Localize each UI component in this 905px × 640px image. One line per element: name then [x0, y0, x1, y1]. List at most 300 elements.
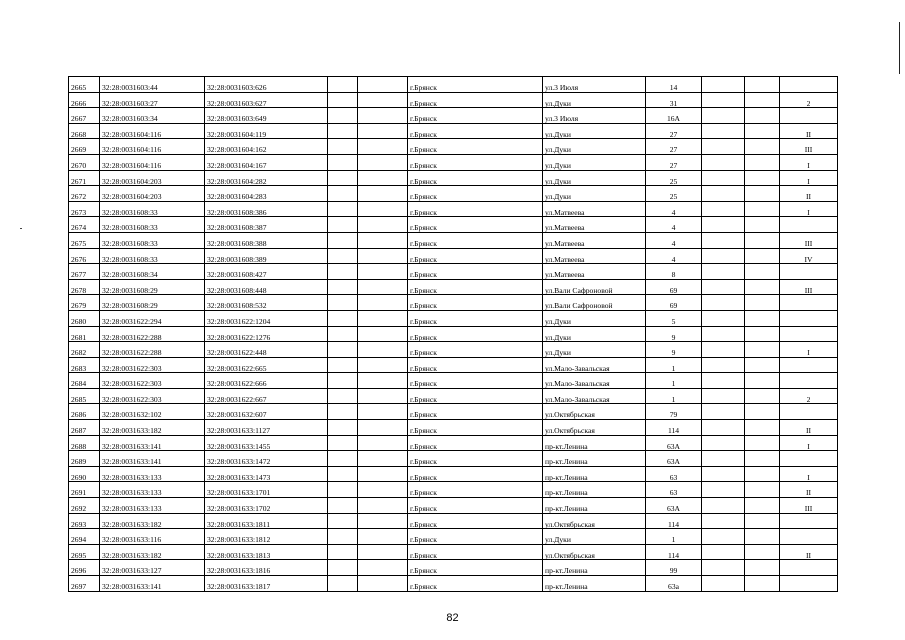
empty-cell: [358, 108, 408, 124]
empty-cell: [702, 295, 745, 311]
empty-cell: [745, 154, 780, 170]
city-cell: г.Брянск: [408, 435, 543, 451]
parcel-cadastral-cell: 32:28:0031633:141: [100, 451, 205, 467]
empty-cell: [358, 295, 408, 311]
object-cadastral-cell: 32:28:0031632:607: [205, 404, 328, 420]
parcel-cadastral-cell: 32:28:0031604:203: [100, 186, 205, 202]
house-number-cell: 4: [646, 248, 702, 264]
parcel-cadastral-cell: 32:28:0031604:203: [100, 170, 205, 186]
table-row: [69, 217, 838, 233]
house-number-cell: 63: [646, 482, 702, 498]
row-number-cell: 2667: [69, 108, 100, 124]
empty-cell: [328, 560, 358, 576]
street-cell: ул.Дуки: [543, 186, 646, 202]
scan-speck: [20, 228, 22, 229]
object-cadastral-cell: 32:28:0031633:1812: [205, 529, 328, 545]
object-cadastral-cell: 32:28:0031603:649: [205, 108, 328, 124]
empty-cell: [702, 123, 745, 139]
empty-cell: [745, 435, 780, 451]
object-cadastral-cell: 32:28:0031604:119: [205, 123, 328, 139]
empty-cell: [702, 264, 745, 280]
building-corpus-cell: I: [780, 342, 838, 358]
row-number-cell: 2690: [69, 466, 100, 482]
row-number-cell: 2675: [69, 232, 100, 248]
city-cell: г.Брянск: [408, 139, 543, 155]
parcel-cadastral-cell: 32:28:0031622:294: [100, 310, 205, 326]
city-cell: г.Брянск: [408, 123, 543, 139]
empty-cell: [702, 108, 745, 124]
empty-cell: [702, 217, 745, 233]
object-cadastral-cell: 32:28:0031633:1816: [205, 560, 328, 576]
empty-cell: [702, 576, 745, 592]
building-corpus-cell: III: [780, 498, 838, 514]
city-cell: г.Брянск: [408, 498, 543, 514]
empty-cell: [358, 154, 408, 170]
house-number-cell: 114: [646, 420, 702, 436]
house-number-cell: 79: [646, 404, 702, 420]
empty-cell: [358, 388, 408, 404]
city-cell: г.Брянск: [408, 217, 543, 233]
empty-cell: [328, 529, 358, 545]
city-cell: г.Брянск: [408, 544, 543, 560]
empty-cell: [328, 123, 358, 139]
house-number-cell: 114: [646, 513, 702, 529]
empty-cell: [328, 248, 358, 264]
empty-cell: [702, 92, 745, 108]
table-row: [69, 466, 838, 482]
house-number-cell: 99: [646, 560, 702, 576]
empty-cell: [745, 310, 780, 326]
object-cadastral-cell: 32:28:0031622:667: [205, 388, 328, 404]
empty-cell: [745, 92, 780, 108]
row-number-cell: 2685: [69, 388, 100, 404]
parcel-cadastral-cell: 32:28:0031622:288: [100, 342, 205, 358]
empty-cell: [358, 77, 408, 93]
empty-cell: [745, 342, 780, 358]
house-number-cell: 4: [646, 217, 702, 233]
city-cell: г.Брянск: [408, 108, 543, 124]
building-corpus-cell: 2: [780, 388, 838, 404]
house-number-cell: 1: [646, 388, 702, 404]
empty-cell: [328, 466, 358, 482]
house-number-cell: 5: [646, 310, 702, 326]
empty-cell: [328, 513, 358, 529]
table-row: [69, 326, 838, 342]
table-row: [69, 482, 838, 498]
empty-cell: [328, 435, 358, 451]
page-edge-line: [899, 22, 900, 74]
house-number-cell: 27: [646, 123, 702, 139]
empty-cell: [702, 466, 745, 482]
empty-cell: [745, 326, 780, 342]
house-number-cell: 63а: [646, 576, 702, 592]
parcel-cadastral-cell: 32:28:0031608:29: [100, 279, 205, 295]
empty-cell: [358, 498, 408, 514]
city-cell: г.Брянск: [408, 560, 543, 576]
empty-cell: [358, 279, 408, 295]
house-number-cell: 63: [646, 466, 702, 482]
building-corpus-cell: III: [780, 139, 838, 155]
row-number-cell: 2688: [69, 435, 100, 451]
empty-cell: [745, 544, 780, 560]
city-cell: г.Брянск: [408, 248, 543, 264]
empty-cell: [358, 326, 408, 342]
city-cell: г.Брянск: [408, 154, 543, 170]
building-corpus-cell: [780, 326, 838, 342]
object-cadastral-cell: 32:28:0031608:448: [205, 279, 328, 295]
empty-cell: [745, 466, 780, 482]
empty-cell: [358, 482, 408, 498]
house-number-cell: 25: [646, 170, 702, 186]
building-corpus-cell: I: [780, 466, 838, 482]
empty-cell: [702, 326, 745, 342]
empty-cell: [702, 513, 745, 529]
empty-cell: [745, 404, 780, 420]
house-number-cell: 4: [646, 232, 702, 248]
city-cell: г.Брянск: [408, 357, 543, 373]
city-cell: г.Брянск: [408, 186, 543, 202]
city-cell: г.Брянск: [408, 576, 543, 592]
row-number-cell: 2682: [69, 342, 100, 358]
building-corpus-cell: I: [780, 435, 838, 451]
table-row: [69, 451, 838, 467]
parcel-cadastral-cell: 32:28:0031633:182: [100, 513, 205, 529]
empty-cell: [328, 342, 358, 358]
house-number-cell: 16А: [646, 108, 702, 124]
empty-cell: [358, 232, 408, 248]
parcel-cadastral-cell: 32:28:0031633:182: [100, 544, 205, 560]
street-cell: ул.3 Июля: [543, 108, 646, 124]
registry-rows: [69, 77, 838, 592]
empty-cell: [328, 108, 358, 124]
house-number-cell: 9: [646, 326, 702, 342]
empty-cell: [328, 544, 358, 560]
row-number-cell: 2674: [69, 217, 100, 233]
empty-cell: [745, 201, 780, 217]
building-corpus-cell: III: [780, 232, 838, 248]
object-cadastral-cell: 32:28:0031633:1817: [205, 576, 328, 592]
empty-cell: [328, 482, 358, 498]
street-cell: пр-кт.Ленина: [543, 498, 646, 514]
row-number-cell: 2694: [69, 529, 100, 545]
street-cell: ул.Вали Сафроновой: [543, 295, 646, 311]
empty-cell: [328, 420, 358, 436]
empty-cell: [702, 170, 745, 186]
object-cadastral-cell: 32:28:0031604:167: [205, 154, 328, 170]
empty-cell: [702, 435, 745, 451]
building-corpus-cell: [780, 77, 838, 93]
empty-cell: [702, 77, 745, 93]
empty-cell: [745, 576, 780, 592]
table-row: [69, 498, 838, 514]
street-cell: ул.Дуки: [543, 326, 646, 342]
street-cell: ул.Дуки: [543, 154, 646, 170]
empty-cell: [745, 264, 780, 280]
table-row: [69, 201, 838, 217]
empty-cell: [745, 186, 780, 202]
house-number-cell: 8: [646, 264, 702, 280]
building-corpus-cell: IV: [780, 248, 838, 264]
house-number-cell: 1: [646, 529, 702, 545]
empty-cell: [702, 357, 745, 373]
city-cell: г.Брянск: [408, 373, 543, 389]
empty-cell: [358, 186, 408, 202]
row-number-cell: 2669: [69, 139, 100, 155]
empty-cell: [328, 388, 358, 404]
city-cell: г.Брянск: [408, 404, 543, 420]
table-row: [69, 264, 838, 280]
empty-cell: [328, 357, 358, 373]
street-cell: ул.Мало-Завальская: [543, 373, 646, 389]
city-cell: г.Брянск: [408, 295, 543, 311]
object-cadastral-cell: 32:28:0031633:1702: [205, 498, 328, 514]
object-cadastral-cell: 32:28:0031604:282: [205, 170, 328, 186]
parcel-cadastral-cell: 32:28:0031633:127: [100, 560, 205, 576]
empty-cell: [358, 139, 408, 155]
empty-cell: [328, 92, 358, 108]
row-number-cell: 2676: [69, 248, 100, 264]
parcel-cadastral-cell: 32:28:0031633:133: [100, 482, 205, 498]
table-row: [69, 529, 838, 545]
object-cadastral-cell: 32:28:0031608:427: [205, 264, 328, 280]
empty-cell: [702, 201, 745, 217]
empty-cell: [328, 232, 358, 248]
row-number-cell: 2683: [69, 357, 100, 373]
empty-cell: [328, 217, 358, 233]
empty-cell: [358, 342, 408, 358]
empty-cell: [328, 576, 358, 592]
empty-cell: [702, 404, 745, 420]
city-cell: г.Брянск: [408, 388, 543, 404]
table-row: [69, 248, 838, 264]
empty-cell: [358, 170, 408, 186]
house-number-cell: 31: [646, 92, 702, 108]
street-cell: ул.Октябрьская: [543, 544, 646, 560]
empty-cell: [328, 77, 358, 93]
parcel-cadastral-cell: 32:28:0031608:33: [100, 201, 205, 217]
empty-cell: [745, 373, 780, 389]
row-number-cell: 2689: [69, 451, 100, 467]
street-cell: ул.Дуки: [543, 92, 646, 108]
object-cadastral-cell: 32:28:0031633:1472: [205, 451, 328, 467]
building-corpus-cell: [780, 357, 838, 373]
empty-cell: [702, 232, 745, 248]
building-corpus-cell: [780, 295, 838, 311]
house-number-cell: 14: [646, 77, 702, 93]
parcel-cadastral-cell: 32:28:0031608:34: [100, 264, 205, 280]
building-corpus-cell: I: [780, 201, 838, 217]
object-cadastral-cell: 32:28:0031608:386: [205, 201, 328, 217]
house-number-cell: 63А: [646, 435, 702, 451]
table-row: [69, 576, 838, 592]
street-cell: ул.Октябрьская: [543, 420, 646, 436]
empty-cell: [702, 373, 745, 389]
empty-cell: [745, 482, 780, 498]
city-cell: г.Брянск: [408, 420, 543, 436]
row-number-cell: 2692: [69, 498, 100, 514]
empty-cell: [702, 279, 745, 295]
street-cell: ул.Матвеева: [543, 232, 646, 248]
parcel-cadastral-cell: 32:28:0031603:34: [100, 108, 205, 124]
row-number-cell: 2697: [69, 576, 100, 592]
empty-cell: [745, 513, 780, 529]
empty-cell: [745, 560, 780, 576]
street-cell: ул.Дуки: [543, 170, 646, 186]
table-row: [69, 373, 838, 389]
building-corpus-cell: [780, 217, 838, 233]
empty-cell: [702, 154, 745, 170]
empty-cell: [745, 279, 780, 295]
empty-cell: [358, 404, 408, 420]
row-number-cell: 2665: [69, 77, 100, 93]
empty-cell: [745, 357, 780, 373]
house-number-cell: 27: [646, 154, 702, 170]
empty-cell: [745, 139, 780, 155]
table-row: [69, 420, 838, 436]
empty-cell: [358, 217, 408, 233]
parcel-cadastral-cell: 32:28:0031633:141: [100, 435, 205, 451]
street-cell: ул.Октябрьская: [543, 404, 646, 420]
object-cadastral-cell: 32:28:0031633:1811: [205, 513, 328, 529]
street-cell: ул.Октябрьская: [543, 513, 646, 529]
empty-cell: [702, 529, 745, 545]
empty-cell: [358, 544, 408, 560]
building-corpus-cell: [780, 529, 838, 545]
street-cell: ул.Дуки: [543, 529, 646, 545]
empty-cell: [328, 404, 358, 420]
city-cell: г.Брянск: [408, 513, 543, 529]
table-row: [69, 295, 838, 311]
city-cell: г.Брянск: [408, 92, 543, 108]
empty-cell: [328, 326, 358, 342]
house-number-cell: 4: [646, 201, 702, 217]
object-cadastral-cell: 32:28:0031633:1813: [205, 544, 328, 560]
row-number-cell: 2680: [69, 310, 100, 326]
empty-cell: [328, 373, 358, 389]
table-row: [69, 513, 838, 529]
empty-cell: [745, 108, 780, 124]
city-cell: г.Брянск: [408, 264, 543, 280]
table-row: [69, 139, 838, 155]
street-cell: ул.Дуки: [543, 139, 646, 155]
object-cadastral-cell: 32:28:0031622:1204: [205, 310, 328, 326]
building-corpus-cell: [780, 108, 838, 124]
empty-cell: [745, 420, 780, 436]
cadastral-registry-table: [68, 76, 838, 592]
empty-cell: [328, 498, 358, 514]
empty-cell: [745, 388, 780, 404]
street-cell: ул.Матвеева: [543, 201, 646, 217]
city-cell: г.Брянск: [408, 279, 543, 295]
object-cadastral-cell: 32:28:0031633:1127: [205, 420, 328, 436]
empty-cell: [702, 544, 745, 560]
building-corpus-cell: III: [780, 279, 838, 295]
street-cell: ул.3 Июля: [543, 77, 646, 93]
street-cell: ул.Дуки: [543, 123, 646, 139]
object-cadastral-cell: 32:28:0031604:162: [205, 139, 328, 155]
empty-cell: [358, 248, 408, 264]
city-cell: г.Брянск: [408, 170, 543, 186]
city-cell: г.Брянск: [408, 77, 543, 93]
building-corpus-cell: II: [780, 420, 838, 436]
table-row: [69, 186, 838, 202]
row-number-cell: 2684: [69, 373, 100, 389]
empty-cell: [702, 560, 745, 576]
street-cell: ул.Матвеева: [543, 248, 646, 264]
empty-cell: [358, 264, 408, 280]
table-row: [69, 357, 838, 373]
building-corpus-cell: I: [780, 154, 838, 170]
page-number: 82: [446, 612, 459, 624]
empty-cell: [328, 279, 358, 295]
building-corpus-cell: II: [780, 123, 838, 139]
object-cadastral-cell: 32:28:0031633:1455: [205, 435, 328, 451]
table-row: [69, 435, 838, 451]
empty-cell: [358, 310, 408, 326]
street-cell: пр-кт.Ленина: [543, 576, 646, 592]
empty-cell: [745, 529, 780, 545]
table-row: [69, 310, 838, 326]
object-cadastral-cell: 32:28:0031622:1276: [205, 326, 328, 342]
empty-cell: [358, 466, 408, 482]
parcel-cadastral-cell: 32:28:0031633:182: [100, 420, 205, 436]
row-number-cell: 2678: [69, 279, 100, 295]
empty-cell: [702, 248, 745, 264]
empty-cell: [745, 295, 780, 311]
building-corpus-cell: [780, 310, 838, 326]
empty-cell: [745, 498, 780, 514]
empty-cell: [328, 451, 358, 467]
row-number-cell: 2681: [69, 326, 100, 342]
table-row: [69, 404, 838, 420]
building-corpus-cell: [780, 404, 838, 420]
house-number-cell: 27: [646, 139, 702, 155]
street-cell: ул.Вали Сафроновой: [543, 279, 646, 295]
city-cell: г.Брянск: [408, 342, 543, 358]
street-cell: ул.Дуки: [543, 310, 646, 326]
city-cell: г.Брянск: [408, 310, 543, 326]
empty-cell: [328, 310, 358, 326]
parcel-cadastral-cell: 32:28:0031604:116: [100, 139, 205, 155]
house-number-cell: 25: [646, 186, 702, 202]
street-cell: пр-кт.Ленина: [543, 451, 646, 467]
house-number-cell: 1: [646, 373, 702, 389]
object-cadastral-cell: 32:28:0031633:1473: [205, 466, 328, 482]
row-number-cell: 2677: [69, 264, 100, 280]
empty-cell: [328, 264, 358, 280]
parcel-cadastral-cell: 32:28:0031622:303: [100, 357, 205, 373]
street-cell: ул.Матвеева: [543, 264, 646, 280]
parcel-cadastral-cell: 32:28:0031633:133: [100, 498, 205, 514]
empty-cell: [358, 123, 408, 139]
table-row: [69, 232, 838, 248]
empty-cell: [358, 451, 408, 467]
table-row: [69, 560, 838, 576]
empty-cell: [358, 560, 408, 576]
row-number-cell: 2671: [69, 170, 100, 186]
building-corpus-cell: II: [780, 544, 838, 560]
house-number-cell: 9: [646, 342, 702, 358]
street-cell: пр-кт.Ленина: [543, 435, 646, 451]
parcel-cadastral-cell: 32:28:0031608:33: [100, 248, 205, 264]
empty-cell: [745, 248, 780, 264]
row-number-cell: 2693: [69, 513, 100, 529]
parcel-cadastral-cell: 32:28:0031604:116: [100, 123, 205, 139]
city-cell: г.Брянск: [408, 466, 543, 482]
empty-cell: [328, 154, 358, 170]
street-cell: пр-кт.Ленина: [543, 560, 646, 576]
empty-cell: [702, 139, 745, 155]
